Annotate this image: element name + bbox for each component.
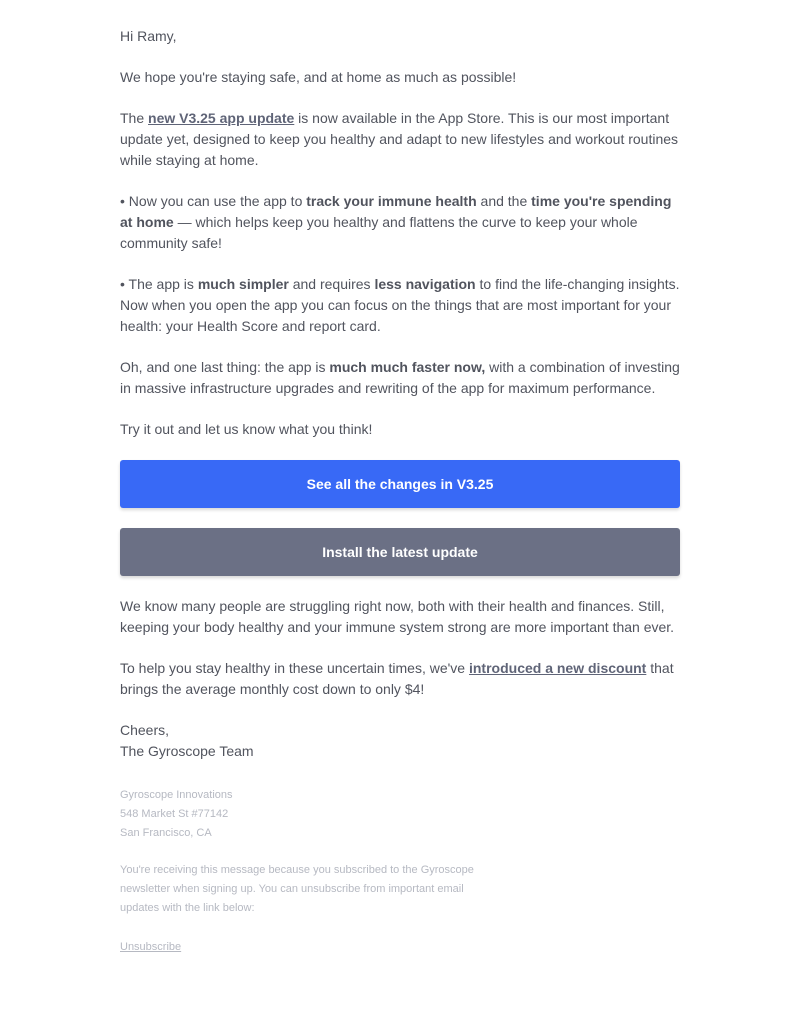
bullet-simpler-app	[120, 274, 682, 337]
bullet1-pre: • Now you can use the app to	[120, 193, 307, 209]
signoff	[120, 720, 682, 762]
signoff-cheers: Cheers,	[120, 722, 170, 738]
bullet2-mid: and requires	[288, 276, 375, 292]
bullet2-bold2: less navigation	[374, 276, 476, 292]
company-street: 548 Market St #77142	[120, 808, 229, 820]
app-update-link[interactable]: new V3.25 app update	[148, 110, 295, 126]
intro-paragraph: We hope you're staying safe, and at home as much as possible!	[120, 69, 517, 85]
signoff-team: The Gyroscope Team	[120, 743, 254, 759]
discount-post: that brings the average monthly cost down to only $4!	[120, 660, 674, 697]
bullet1-mid: and the	[476, 193, 532, 209]
bullet2-post: to find the life-changing insights. Now when you open the app you can focus on the things that are most important for your health: your Health Score and report card.	[120, 276, 680, 334]
update-paragraph	[120, 108, 682, 171]
company-name: Gyroscope Innovations	[120, 789, 233, 801]
email-body	[120, 26, 682, 762]
bullet2-bold1: much simpler	[197, 276, 289, 292]
bullet-immune-health	[120, 191, 682, 254]
try-it-paragraph: Try it out and let us know what you think!	[120, 421, 373, 437]
unsubscribe-link[interactable]: Unsubscribe	[120, 941, 182, 953]
discount-link[interactable]: introduced a new discount	[468, 660, 647, 676]
bullet1-post: — which helps keep you healthy and flattens the curve to keep your whole community safe!	[120, 214, 638, 251]
last-thing-post: with a combination of investing in massive infrastructure upgrades and rewriting of the app for maximum performance.	[120, 359, 680, 396]
discount-pre: To help you stay healthy in these uncertain times, we've	[120, 660, 469, 676]
discount-paragraph	[120, 658, 682, 700]
company-address	[120, 786, 482, 843]
install-update-button[interactable]: Install the latest update	[120, 528, 680, 576]
see-changes-button[interactable]: See all the changes in V3.25	[120, 460, 680, 508]
bullet1-bold1: track your immune health	[306, 193, 477, 209]
bullet2-pre: • The app is	[120, 276, 198, 292]
subscription-notice: You're receiving this message because you subscribed to the Gyroscope newsletter when signing up. You can unsubscribe from important email updates with the link below:	[120, 864, 474, 914]
update-pre: The	[120, 110, 149, 126]
last-thing-pre: Oh, and one last thing: the app is	[120, 359, 330, 375]
last-thing-paragraph	[120, 357, 682, 399]
email-footer	[120, 786, 482, 957]
company-city: San Francisco, CA	[120, 827, 212, 839]
last-thing-bold: much much faster now,	[329, 359, 486, 375]
update-post: is now available in the App Store. This is our most important update yet, designed to keep you healthy and adapt to new lifestyles and workout routines while staying at home.	[120, 110, 679, 168]
bullet1-bold2: time you're spending at home	[120, 193, 672, 230]
greeting: Hi Ramy,	[120, 28, 177, 44]
struggling-paragraph: We know many people are struggling right now, both with their health and finances. Still, keeping your body healthy and your immune system strong are more important than ever.	[120, 598, 675, 635]
